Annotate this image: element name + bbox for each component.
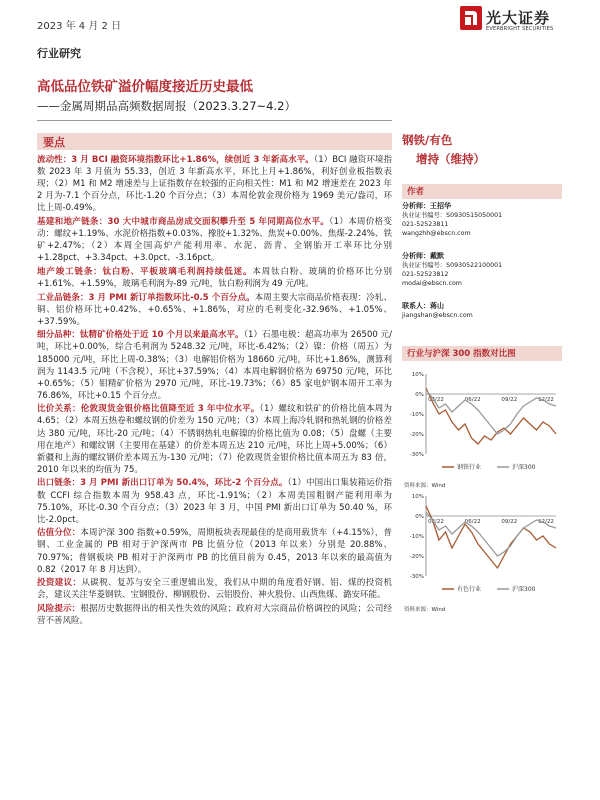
legend-label: 沪深300: [512, 586, 536, 593]
chart-source: 资料来源：Wind: [404, 483, 446, 489]
section-tag: 行业研究: [37, 47, 81, 60]
key-point-paragraph: [37, 292, 392, 328]
key-point-text: （1）石墨电极：超高功率为 26500 元/吨，环比+0.00%，综合毛利润为 5248.32 元/吨，环比-6.42%；（2）镍：价格（周五）为 185000 元/吨，环比上周-0.38%；（3）电解铝价格为 18660 元/吨，环比+1.86%，测算利润为 1143.5 元/吨（不含税），环比+37.59%；（4）本周电解钢价格为 69750 元/吨，环比+0.65%；（5）钼精矿价格为 2970 元/吨，环比-19.73%；（6）85 家电炉钢本周开工率为 76.86%，环比+0.15 个百分点。: [37, 330, 392, 401]
analyst-card: 分析师：戴默 执业证书编号：S0930522100001 021-52523812 modai@ebscn.com: [402, 252, 562, 289]
report-date: 2023 年 4 月 2 日: [37, 21, 122, 32]
y-tick-label: -10%: [409, 412, 424, 418]
x-tick-label: 12/22: [538, 519, 554, 525]
analyst-cert: 执业证书编号：S0930515050001: [402, 211, 503, 219]
key-point-paragraph: [37, 216, 392, 264]
logo-text-en: EVERBRIGHT SECURITIES: [486, 26, 554, 32]
nonferrous-vs-csi300-chart: [402, 490, 562, 600]
legend-label: 有色行业: [457, 586, 482, 593]
x-tick-label: 06/22: [464, 397, 481, 403]
key-point-paragraph: [37, 603, 392, 627]
key-point-paragraph: [37, 577, 392, 601]
x-tick-label: 09/22: [501, 397, 518, 403]
analyst-phone: 021-52523811: [402, 220, 449, 228]
key-point-text: （1）螺纹和铁矿的价格比值本周为 4.65；（2）本周五热卷和螺纹钢的价差为 150 元/吨；（3）本周上海冷轧钢和热轧钢的价格差达 380 元/吨，环比-20 元/吨；（4）不锈钢热轧电解镍的价格比值为 0.08；（5）盘螺（主要用在地产）和螺纹钢（主要用在基建）的价差本周五达 210 元/吨，环比上周+5.00%；（6）新疆和上海的螺纹钢价差本周五为-130 元/吨；（7）伦敦现货金银价格比值本周五为 83 倍，2010 年以来的均值为 75。: [37, 404, 392, 475]
key-point-lead: 风险提示：: [37, 603, 81, 614]
authors-header: [402, 184, 562, 199]
key-point-paragraph: [37, 266, 392, 290]
contact-email: jiangshan@ebscn.com: [402, 311, 473, 319]
key-points-label: 要点: [43, 136, 65, 149]
chart-source: 资料来源：Wind: [404, 607, 446, 613]
key-point-text: 从碳税、复苏与安全三重逻辑出发，我们从中期的角度看好钢、铝、煤的投资机会，建议关注华菱钢铁、宝钢股份、柳钢股份、云铝股份、神火股份、山西焦煤、潞安环能。: [37, 578, 392, 601]
x-tick-label: 06/22: [464, 519, 481, 525]
key-points-header: [37, 133, 392, 150]
key-point-lead: 地产竣工链条：钛白粉、平板玻璃毛利润持续低迷。: [37, 266, 253, 277]
series-line: [426, 506, 556, 568]
x-tick-label: 03/22: [428, 519, 444, 525]
rating-label: 增持（维持）: [416, 152, 485, 166]
x-tick-label: 12/22: [538, 397, 554, 403]
y-tick-label: -10%: [409, 534, 424, 540]
legend-label: 钢铁行业: [457, 464, 482, 471]
key-point-paragraph: [37, 403, 392, 476]
y-tick-label: -30%: [409, 452, 424, 458]
industry-label: 钢铁/有色: [402, 133, 453, 147]
x-tick-label: 03/22: [428, 397, 444, 403]
key-points-body: [37, 154, 392, 629]
key-point-paragraph: [37, 154, 392, 214]
series-line: [426, 512, 556, 556]
report-title: 高低品位铁矿溢价幅度接近历史最低: [37, 79, 253, 95]
key-point-text: 本周沪深 300 指数+0.59%，周期板块表现最佳的是商用载货车（+4.15%），普钢、工业金属的 PB 相对于沪深两市 PB 比值分位（2013 年以来）分别是 20.88%、70.97%；普钢板块 PB 相对于沪深两市 PB 的比值目前为 0.45，2013 年以来的最高值为 0.82（2017 年 8 月达到）。: [37, 528, 392, 575]
logo-text-cn: 光大证券: [486, 9, 551, 27]
key-point-text: 根据历史数据得出的相关性失效的风险；政府对大宗商品价格调控的风险；公司经营不善风险。: [37, 603, 392, 626]
key-point-lead: 基建和地产链条：30 大中城市商品房成交面积攀升至 5 年同期高位水平。: [37, 216, 330, 227]
y-tick-label: 0%: [415, 392, 424, 398]
contact-name: 蒋山: [430, 302, 444, 310]
key-point-text: （1）本周价格变动：螺纹+1.19%、水泥价格指数+0.03%、橡胶+1.32%、焦炭+0.00%、焦煤-2.24%、铁矿+2.47%；（2）本周全国高炉产能利用率、水泥、沥青、全钢胎开工率环比分别+1.28pct、+3.34pct、+3.0pct、-3.16pct。: [37, 216, 392, 264]
series-line: [426, 388, 556, 444]
key-point-lead: 投资建议：: [37, 578, 82, 589]
analyst-card: 分析师：王招华 执业证书编号：S0930515050001 021-52523811 wangzhh@ebscn.com: [402, 202, 562, 239]
key-point-lead: 细分品种：钛精矿价格处于近 10 个月以来最高水平。: [37, 330, 244, 341]
key-point-paragraph: [37, 477, 392, 525]
analyst-phone: 021-52523812: [402, 270, 449, 278]
key-point-paragraph: [37, 527, 392, 575]
authors-label: 作者: [407, 187, 425, 197]
divider: [37, 120, 392, 121]
analyst-name: 王招华: [430, 202, 451, 210]
contact-card: 联系人：蒋山 jiangshan@ebscn.com: [402, 302, 562, 321]
key-point-lead: 比价关系：伦敦现货金银价格比值降至近 3 年中位水平。: [37, 404, 260, 415]
y-tick-label: -30%: [409, 574, 424, 580]
series-line: [426, 390, 556, 434]
y-tick-label: -20%: [409, 432, 424, 438]
analyst-email: modai@ebscn.com: [402, 279, 462, 287]
y-tick-label: -20%: [409, 554, 424, 560]
chart-header: [402, 346, 562, 361]
y-tick-label: 10%: [411, 372, 424, 378]
key-point-text: （1）中国出口集装箱运价指数 CCFI 综合指数本周为 958.43 点，环比-1.91%；（2）本周美国粗钢产能利用率为 75.10%，环比-0.30 个百分点；（3）2023 年 3 月，中国 PMI 新出口订单为 50.40 %，环比-2.0pct。: [37, 478, 392, 525]
key-point-lead: 流动性：3 月 BCI 融资环境指数环比+1.86%，续创近 3 年新高水平。: [37, 155, 314, 165]
key-point-lead: 出口链条：3 月 PMI 新出口订单为 50.4%，环比-2 个百分点。: [37, 478, 288, 489]
legend-label: 沪深300: [512, 464, 536, 471]
key-point-lead: 工业品链条：3 月 PMI 新订单指数环比-0.5 个百分点。: [37, 292, 255, 303]
key-point-text: 本周钛白粉、玻璃的价格环比分别+1.61%、+1.59%，玻璃毛利润为-89 元/吨，钛白粉利润为 49 元/吨。: [37, 266, 392, 289]
y-tick-label: 0%: [415, 514, 424, 520]
chart-label: 行业与沪深 300 指数对比图: [407, 349, 516, 359]
x-tick-label: 09/22: [501, 519, 518, 525]
key-point-text: 本周主要大宗商品价格表现：冷轧、铜、铝价格环比+0.42%、+0.65%、+1.86%，对应的毛利变化-32.96%、+1.05%、+37.59%。: [37, 292, 392, 327]
everbright-logo-icon: [460, 6, 482, 30]
report-subtitle: ——金属周期品高频数据周报（2023.3.27~4.2）: [37, 99, 296, 113]
y-tick-label: 10%: [411, 494, 424, 500]
key-point-text: （1）BCI 融资环境指数 2023 年 3 月值为 55.33，创近 3 年新高水平，环比上月+1.86%，利好创业板指数表现；（2）M1 和 M2 增速差与上证指数存在较强的正向相关性：M1 和 M2 增速差在 2023 年 2 月为-7.1 个百分点，环比-1.20 个百分点；（3）本周伦敦金现价格为 1969 美元/盎司，环比上周-0.49%。: [37, 155, 392, 214]
key-point-paragraph: [37, 329, 392, 402]
steel-vs-csi300-chart: [402, 368, 562, 478]
analyst-cert: 执业证书编号：S0930522100001: [402, 261, 503, 269]
analyst-name: 戴默: [430, 252, 444, 260]
key-point-lead: 估值分位：: [37, 528, 81, 539]
analyst-email: wangzhh@ebscn.com: [402, 229, 471, 237]
